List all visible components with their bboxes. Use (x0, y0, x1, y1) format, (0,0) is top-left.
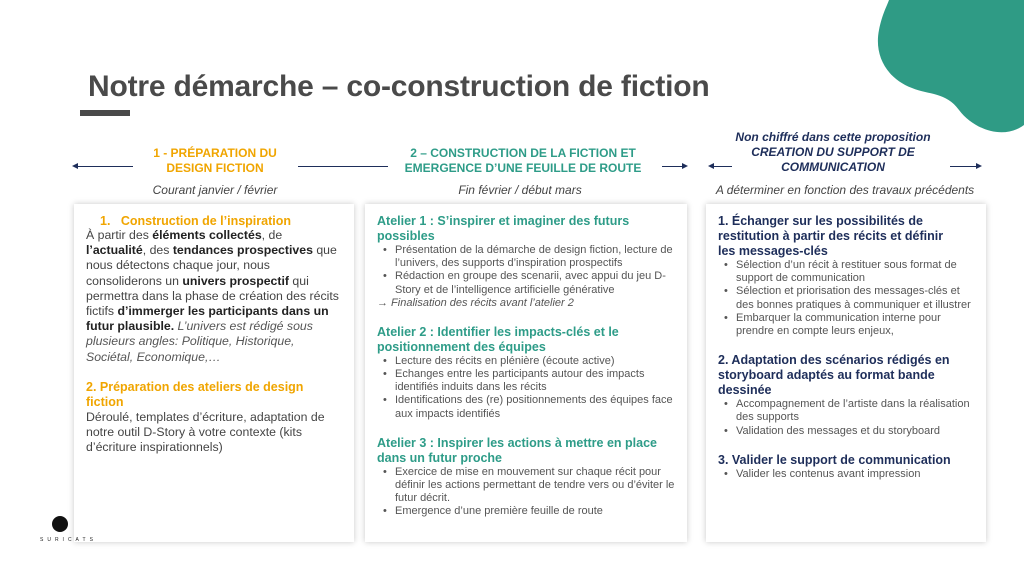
list-item: • Valider les contenus avant impression (724, 468, 974, 481)
list-item: • Sélection d’un récit à restituer sous format de support de communication (724, 259, 974, 285)
phase2-date: Fin février / début mars (458, 183, 582, 197)
atelier3-title: Atelier 3 : Inspirer les actions à mettre en place dans un futur proche (377, 435, 657, 465)
section-heading: 2. Préparation des ateliers de design fiction (86, 379, 304, 409)
phase1-card (74, 204, 354, 542)
section-heading: 1. Construction de l’inspiration (100, 214, 292, 228)
phase3-date: A déterminer en fonction des travaux précédents (715, 183, 975, 197)
logo-icon (52, 516, 68, 532)
title-underline (80, 110, 130, 116)
section-paragraph: À partir des éléments collectés, de l’actualité, des tendances prospectives que nous détectons chaque jour, nous consoliderons un univers prospectif qui permettra dans la phase de création des récits fictifs d’immerger les participants dans un futur plausible. L’univers est rédigé sous plusieurs angles: Politique, Historique, Sociétal, Economique,… (86, 228, 339, 364)
timeline-arrow-left-icon (714, 166, 732, 167)
phase1-date: Courant janvier / février (152, 183, 278, 197)
phase2-card (365, 204, 687, 542)
list-item: • Lecture des récits en plénière (écoute active) (383, 355, 675, 368)
list-item: • Accompagnement de l’artiste dans la réalisation des supports (724, 398, 974, 424)
atelier1-note: → Finalisation des récits avant l’atelier 2 (377, 296, 574, 309)
decorative-blob (834, 0, 1024, 140)
step2-title: 2. Adaptation des scénarios rédigés en storyboard adaptés au format bande dessinée (718, 353, 950, 398)
phase1-heading: 1 - PRÉPARATION DU DESIGN FICTION (153, 146, 277, 175)
logo-text: SURICATS (40, 537, 97, 543)
list-item: • Emergence d’une première feuille de route (383, 505, 675, 518)
list-item: • Rédaction en groupe des scenarii, avec appui du jeu D-Story et de l’intelligence artificielle générative (383, 270, 675, 296)
atelier2-title: Atelier 2 : Identifier les impacts-clés et le positionnement des équipes (377, 324, 619, 354)
timeline-arrow-right-icon (950, 166, 976, 167)
atelier1-title: Atelier 1 : S’inspirer et imaginer des futurs possibles (377, 214, 630, 243)
atelier3-list (383, 466, 675, 519)
section-paragraph: Déroulé, templates d’écriture, adaptation de notre outil D-Story à votre contexte (kits d’écriture inspirationnels) (86, 409, 325, 455)
step1-title: 1. Échanger sur les possibilités de restitution à partir des récits et définir les messages-clés (718, 214, 944, 258)
phase2-heading: 2 – CONSTRUCTION DE LA FICTION ET EMERGENCE D’UNE FEUILLE DE ROUTE (404, 146, 642, 175)
list-item: • Validation des messages et du storyboard (724, 425, 974, 438)
phase3-card (706, 204, 986, 542)
page-title: Notre démarche – co-construction de fiction (88, 70, 710, 103)
timeline-arrow-left-icon (78, 166, 133, 167)
step3-title: 3. Valider le support de communication (718, 452, 951, 467)
step1-list (724, 259, 974, 338)
list-item: • Présentation de la démarche de design fiction, lecture de l’univers, des supports d’inspiration prospectifs (383, 244, 675, 270)
timeline-connector (298, 166, 388, 167)
step2-list (724, 398, 974, 438)
atelier1-list (383, 244, 675, 297)
step3-list (724, 468, 974, 481)
list-item: • Sélection et priorisation des messages-clés et des bonnes pratiques à communiquer et illustrer (724, 285, 974, 311)
phase3-heading: Non chiffré dans cette proposition CREATION DU SUPPORT DE COMMUNICATION (735, 130, 931, 174)
list-item: • Identifications des (re) positionnements des équipes face aux impacts identifiés (383, 394, 675, 420)
atelier2-list (383, 355, 675, 421)
list-item: • Exercice de mise en mouvement sur chaque récit pour définir les actions permettant de tendre vers ou d’éviter le futur décrit. (383, 466, 675, 506)
list-item: • Embarquer la communication interne pour prendre en compte leurs enjeux, (724, 312, 974, 338)
list-item: • Echanges entre les participants autour des impacts identifiés induits dans les récits (383, 368, 675, 394)
timeline-arrow-right-icon (662, 166, 682, 167)
